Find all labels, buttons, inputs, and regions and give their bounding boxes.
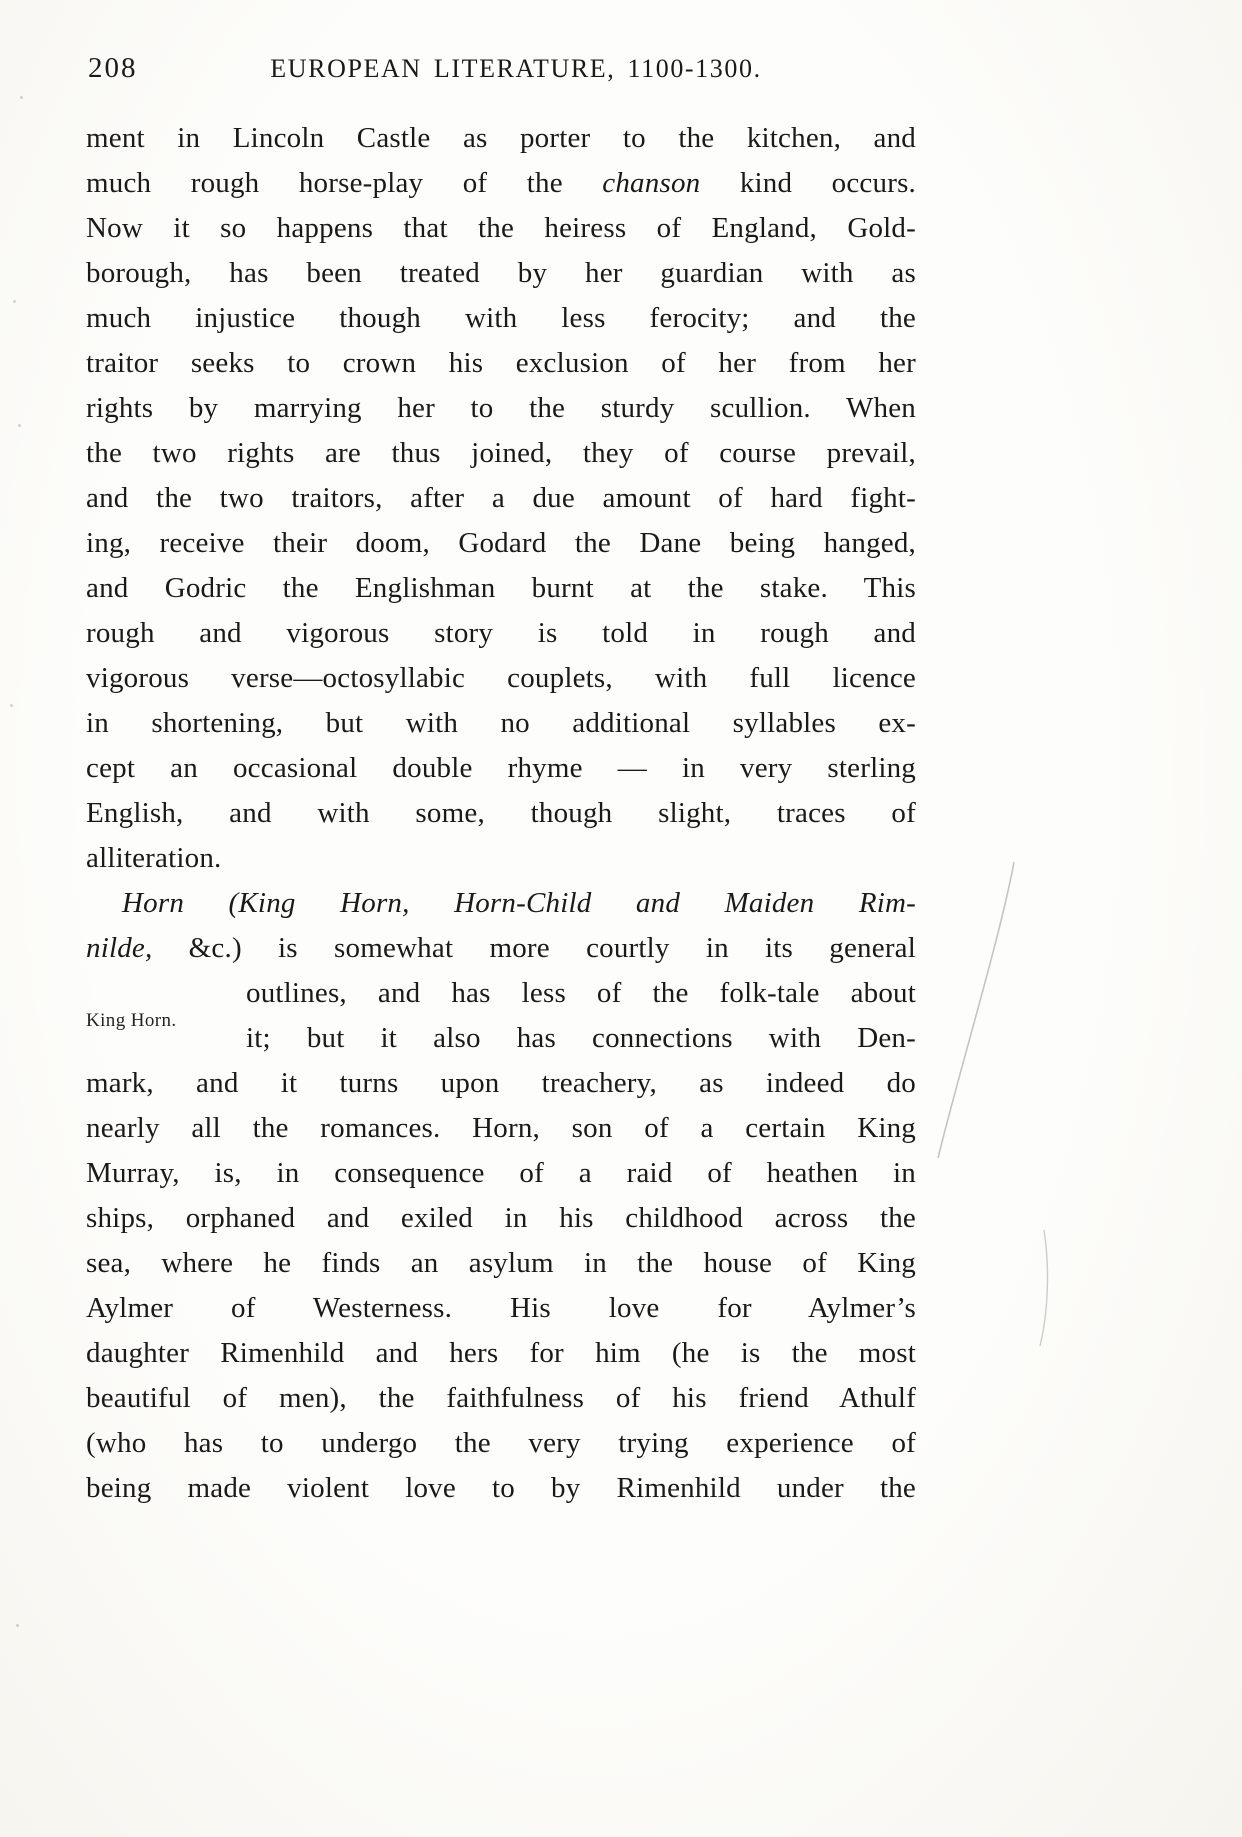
scan-artifact-speck <box>13 300 16 303</box>
text-line: Aylmer of Westerness. His love for Aylmer’s <box>86 1292 916 1324</box>
scan-artifact-speck <box>18 424 21 427</box>
text-line: rights by marrying her to the sturdy scullion. When <box>86 392 916 424</box>
sidenote-king-horn <box>86 971 246 1061</box>
text-line: English, and with some, though slight, traces of <box>86 797 916 829</box>
text-line: Horn (King Horn, Horn-Child and Maiden Rim- <box>122 887 916 919</box>
text-line: in shortening, but with no additional syllables ex- <box>86 707 916 739</box>
page-content <box>86 50 916 1511</box>
text-line: ment in Lincoln Castle as porter to the kitchen, and <box>86 122 916 154</box>
text-line: being made violent love to by Rimenhild under the <box>86 1472 916 1504</box>
text-line: the two rights are thus joined, they of course prevail, <box>86 437 916 469</box>
text-line: it; but it also has connections with Den- <box>246 1022 916 1054</box>
text-line: vigorous verse—octosyllabic couplets, with full licence <box>86 662 916 694</box>
running-header-title: EUROPEAN LITERATURE, 1100-1300. <box>270 54 762 83</box>
text-line: cept an occasional double rhyme — in very sterling <box>86 752 916 784</box>
text-line: much rough horse-play of the chanson kind occurs. <box>86 167 916 199</box>
text-line: ships, orphaned and exiled in his childhood across the <box>86 1202 916 1234</box>
text-line: nilde, &c.) is somewhat more courtly in its general <box>86 932 916 964</box>
text-line: sea, where he finds an asylum in the house of King <box>86 1247 916 1279</box>
page-number: 208 <box>88 52 138 84</box>
paragraph-king-horn <box>86 881 916 1511</box>
scan-artifact-speck <box>20 96 23 99</box>
text-line: daughter Rimenhild and hers for him (he is the most <box>86 1337 916 1369</box>
text-line: (who has to undergo the very trying experience of <box>86 1427 916 1459</box>
scan-artifact-crease <box>930 858 1020 1163</box>
text-line: mark, and it turns upon treachery, as indeed do <box>86 1067 916 1099</box>
text-line: and the two traitors, after a due amount of hard fight- <box>86 482 916 514</box>
text-line: Murray, is, in consequence of a raid of heathen in <box>86 1157 916 1189</box>
text-line: outlines, and has less of the folk-tale about <box>246 977 916 1009</box>
text-line: borough, has been treated by her guardian with as <box>86 257 916 289</box>
scan-artifact-crease <box>1030 1228 1060 1348</box>
text-line: traitor seeks to crown his exclusion of her from her <box>86 347 916 379</box>
text-line: ing, receive their doom, Godard the Dane being hanged, <box>86 527 916 559</box>
scan-artifact-speck <box>16 1624 19 1627</box>
text-line: much injustice though with less ferocity; and the <box>86 302 916 334</box>
text-block <box>86 116 916 1511</box>
text-line: and Godric the Englishman burnt at the stake. This <box>86 572 916 604</box>
running-header <box>86 50 916 116</box>
scan-artifact-speck <box>10 704 13 707</box>
text-line: alliteration. <box>86 842 222 874</box>
text-line: Now it so happens that the heiress of England, Gold- <box>86 212 916 244</box>
text-line: beautiful of men), the faithfulness of his friend Athulf <box>86 1382 916 1414</box>
text-line: rough and vigorous story is told in rough and <box>86 617 916 649</box>
paragraph-havelok-conclusion <box>86 116 916 881</box>
text-line: nearly all the romances. Horn, son of a certain King <box>86 1112 916 1144</box>
sidenote-text: King Horn. <box>86 1010 177 1031</box>
